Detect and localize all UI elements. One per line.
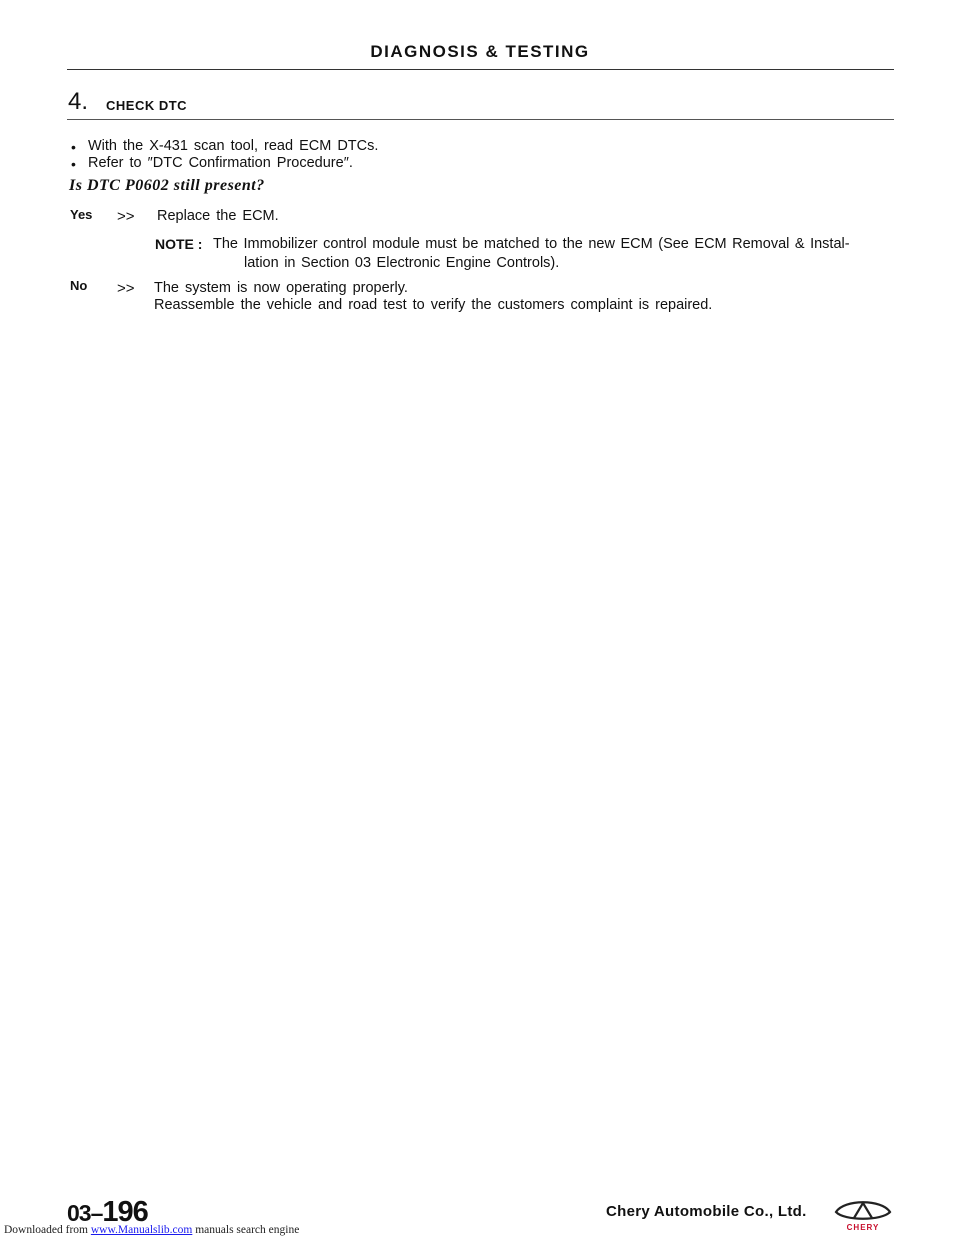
diagnostic-question: Is DTC P0602 still present? [69,177,265,194]
step-title: CHECK DTC [106,98,188,113]
note-label: NOTE : [155,236,203,252]
step-number: 4. [68,88,89,115]
manualslib-link[interactable]: www.Manualslib.com [90,1224,193,1236]
note-text: The Immobilizer control module must be matched to the new ECM (See ECM Removal & Instal- [213,236,850,252]
bullet-item: Refer to ″DTC Confirmation Procedure″. [88,155,353,171]
no-action-continued: Reassemble the vehicle and road test to verify the customers complaint is repaired. [154,297,713,313]
bullet-item: With the X-431 scan tool, read ECM DTCs. [88,138,379,154]
no-action: The system is now operating properly. [154,280,408,296]
bullet-icon: • [71,156,76,172]
logo-wordmark: CHERY [846,1223,880,1232]
page-number-value: 196 [102,1196,148,1228]
chery-logo-icon [832,1194,894,1232]
yes-action: Replace the ECM. [157,208,279,224]
page-header-title: DIAGNOSIS & TESTING [370,42,590,61]
download-notice [4,1224,299,1236]
yes-label: Yes [70,207,93,222]
header-divider [67,69,894,70]
bullet-icon: • [71,139,76,155]
yes-arrow: >> [117,208,135,225]
no-label: No [70,278,88,293]
step-divider [67,119,894,120]
download-prefix: Downloaded from [4,1224,88,1236]
note-text-continued: lation in Section 03 Electronic Engine Controls). [244,255,560,271]
page-section-prefix: 03– [67,1200,103,1226]
company-name: Chery Automobile Co., Ltd. [606,1203,807,1220]
no-arrow: >> [117,280,135,297]
download-suffix: manuals search engine [192,1224,300,1236]
